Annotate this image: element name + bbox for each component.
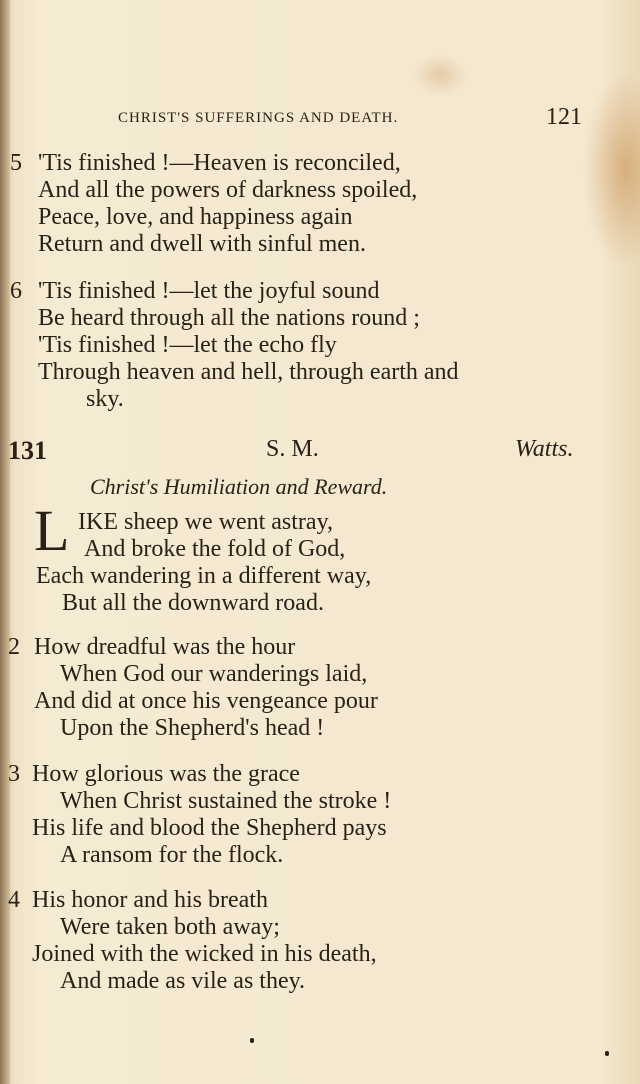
verse-line: Were taken both away;: [60, 914, 280, 940]
verse-line: And did at once his vengeance pour: [34, 688, 378, 714]
hymn-number: 131: [8, 436, 47, 465]
verse-line: Return and dwell with sinful men.: [38, 231, 366, 257]
stanza-number: 4: [8, 887, 20, 913]
verse-line: But all the downward road.: [62, 590, 324, 616]
ink-speck: [605, 1051, 609, 1056]
running-title: CHRIST'S SUFFERINGS AND DEATH.: [118, 110, 399, 126]
drop-cap: L: [34, 498, 70, 563]
verse-line: 'Tis finished !—let the echo fly: [38, 332, 337, 358]
verse-line: And broke the fold of God,: [84, 536, 346, 562]
stanza-number: 2: [8, 634, 20, 660]
hymn-heading: [0, 436, 640, 468]
verse-line: Each wandering in a different way,: [36, 563, 372, 589]
verse-line: Be heard through all the nations round ;: [38, 305, 420, 331]
page-binding-shadow: [0, 0, 10, 1084]
verse-line: How dreadful was the hour: [34, 634, 296, 660]
ink-speck: [250, 1038, 254, 1043]
verse-line: 'Tis finished !—let the joyful sound: [38, 278, 380, 304]
verse-line: When God our wanderings laid,: [60, 661, 368, 687]
hymn-meter: S. M.: [266, 436, 319, 462]
hymn-author: Watts.: [515, 436, 574, 462]
verse-line: Joined with the wicked in his death,: [32, 941, 377, 967]
stanza-number: 6: [10, 278, 22, 304]
verse-line: His life and blood the Shepherd pays: [32, 815, 387, 841]
verse-line: Upon the Shepherd's head !: [60, 715, 325, 741]
verse-line: A ransom for the flock.: [60, 842, 284, 868]
verse-line: IKE sheep we went astray,: [78, 509, 334, 535]
verse-line: And made as vile as they.: [60, 968, 306, 994]
stanza-number: 5: [10, 150, 22, 176]
verse-line: When Christ sustained the stroke !: [60, 788, 392, 814]
verse-line: 'Tis finished !—Heaven is reconciled,: [38, 150, 401, 176]
verse-line: Through heaven and hell, through earth and: [38, 359, 459, 385]
hymn-title: Christ's Humiliation and Reward.: [90, 474, 388, 499]
verse-line: His honor and his breath: [32, 887, 268, 913]
page-header: [0, 104, 640, 134]
stanza-number: 3: [8, 761, 20, 787]
verse-line: How glorious was the grace: [32, 761, 300, 787]
verse-line: sky.: [86, 386, 124, 412]
verse-line: And all the powers of darkness spoiled,: [38, 177, 418, 203]
verse-line: Peace, love, and happiness again: [38, 204, 353, 230]
page-number: 121: [546, 104, 582, 130]
